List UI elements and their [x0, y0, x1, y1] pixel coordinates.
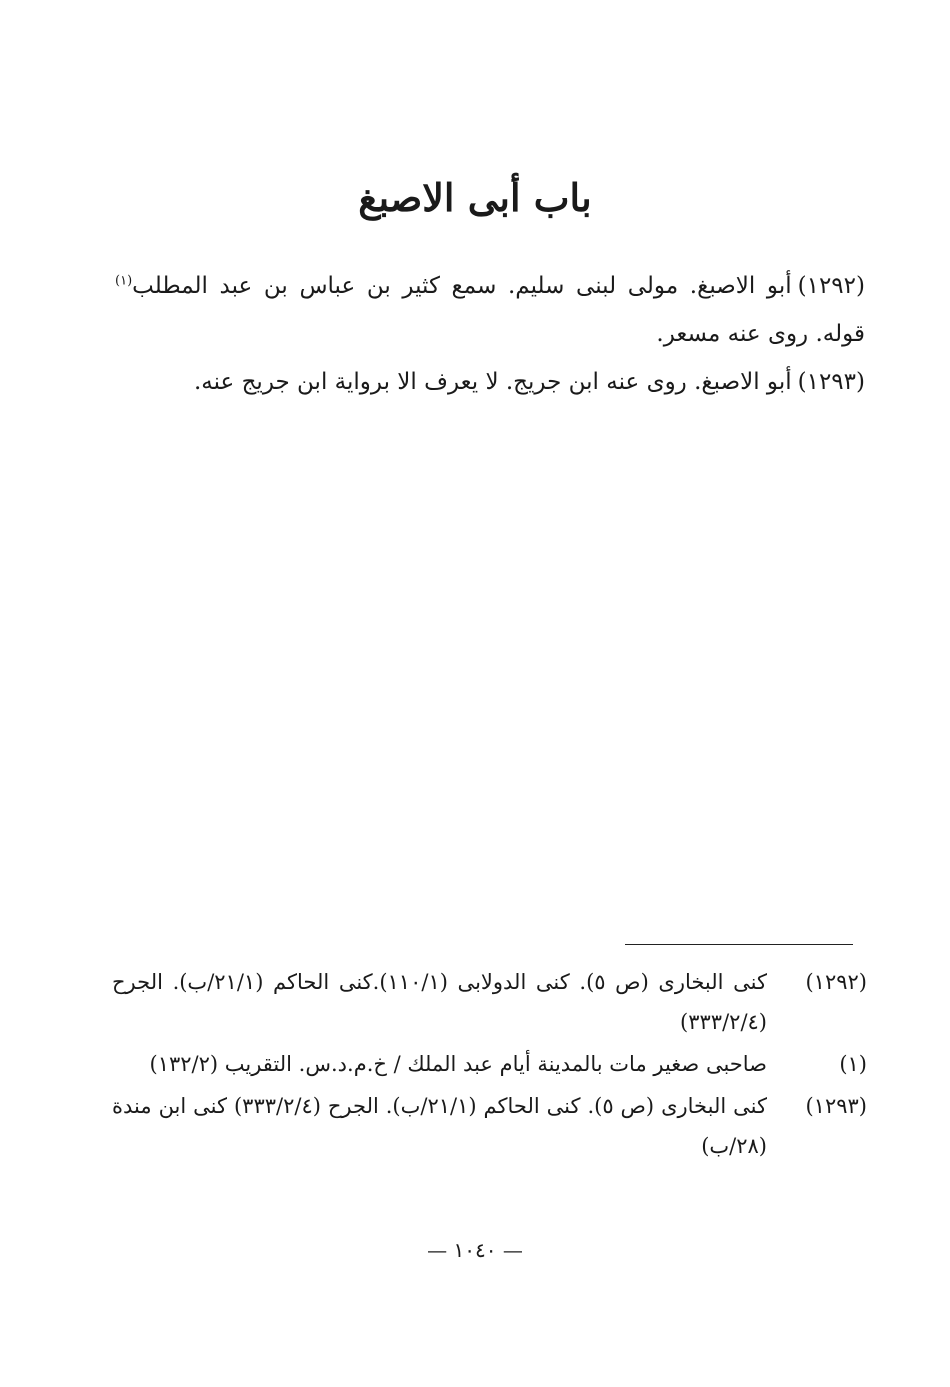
entry-text: أبو الاصبغ. مولى لبنى سليم. سمع كثير بن عباس بن عبد المطلب [132, 273, 792, 299]
footnote-label: (١٢٩٣) [805, 1094, 867, 1118]
entry-1292 [115, 262, 865, 358]
entry-text-continued: قوله. روى عنه مسعر. [656, 321, 865, 347]
footnote-label: (١) [839, 1052, 867, 1076]
footnote-1 [112, 1044, 867, 1084]
entry-number: (١٢٩٣) [797, 369, 865, 395]
footnote-text: صاحبى صغير مات بالمدينة أيام عبد الملك / خ.م.د.س. التقريب (١٣٢/٢) [149, 1052, 767, 1076]
footnote-text: كنى البخارى (ص ٥). كنى الحاكم (٢١/١/ب). الجرح (٣٣٣/٢/٤) كنى ابن مندة (٢٨/ب) [112, 1094, 767, 1158]
entry-1293 [115, 358, 865, 406]
footnote-1293 [112, 1086, 867, 1166]
footnote-ref: (١) [115, 273, 133, 289]
footnotes-section [112, 962, 867, 1168]
footnote-1292 [112, 962, 867, 1042]
footnote-separator [625, 944, 853, 945]
chapter-title: باب أبى الاصبغ [358, 175, 592, 220]
footnote-text: كنى البخارى (ص ٥). كنى الدولابى (١١٠/١).كنى الحاكم (٢١/١/ب). الجرح (٣٣٣/٢/٤) [112, 970, 767, 1034]
page-number: — ١٠٤٠ — [427, 1238, 523, 1262]
footnote-label: (١٢٩٢) [805, 970, 867, 994]
entry-number: (١٢٩٢) [797, 273, 865, 299]
entries-section [115, 262, 865, 406]
entry-text: أبو الاصبغ. روى عنه ابن جريج. لا يعرف الا برواية ابن جريج عنه. [193, 369, 792, 395]
